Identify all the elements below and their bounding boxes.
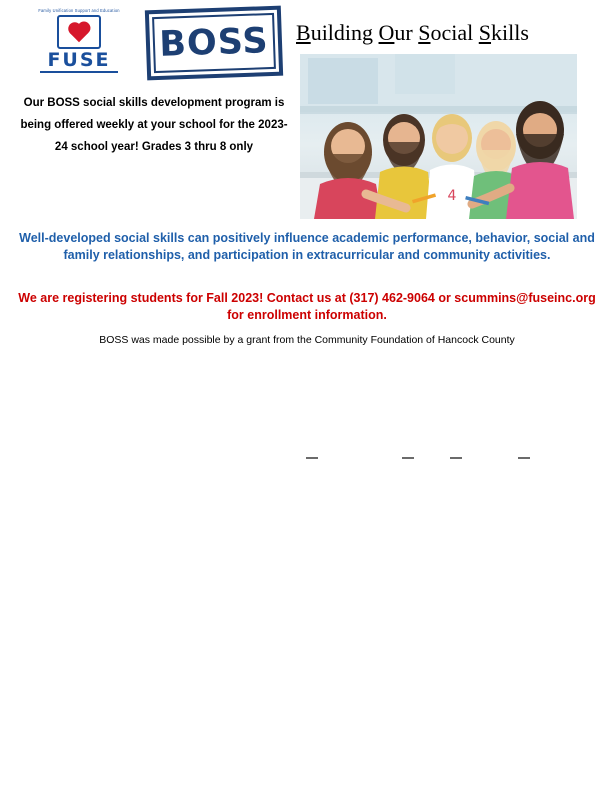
stray-dash-mark bbox=[402, 457, 414, 459]
title-initial-s1: S bbox=[418, 20, 431, 45]
title-initial-o: O bbox=[378, 20, 395, 45]
boss-wordmark: BOSS bbox=[158, 21, 270, 65]
fuse-wordmark: FUSE bbox=[47, 49, 111, 71]
students-working-together-photo bbox=[300, 54, 577, 219]
fuse-logo-arc-text: Family Unification Support and Education bbox=[38, 7, 120, 14]
fuse-logo-frame bbox=[57, 15, 101, 49]
title-initial-b: B bbox=[296, 20, 311, 45]
stray-dash-mark bbox=[450, 457, 462, 459]
boss-logo bbox=[145, 6, 283, 81]
grant-credit-line: BOSS was made possible by a grant from the Community Foundation of Hancock County bbox=[99, 334, 515, 346]
page-title: Building Our Social Skills bbox=[296, 20, 529, 45]
stray-dash-mark bbox=[306, 457, 318, 459]
title-initial-s2: S bbox=[478, 20, 492, 45]
stray-dash-mark bbox=[518, 457, 530, 459]
svg-text:4: 4 bbox=[447, 188, 457, 204]
registration-paragraph: We are registering students for Fall 2023! Contact us at (317) 462-9064 or scummins@fuseinc.org for enrollment information. bbox=[18, 291, 596, 322]
fuse-logo bbox=[30, 8, 128, 74]
boss-logo-inner-border bbox=[152, 13, 276, 73]
benefits-paragraph: Well-developed social skills can positively influence academic performance, behavior, social and family relationships, and participation in extracurricular and community activities. bbox=[19, 231, 595, 262]
heart-icon bbox=[70, 23, 88, 41]
fuse-logo-rule bbox=[40, 71, 118, 73]
intro-paragraph: Our BOSS social skills development program is being offered weekly at your school for the 2023-24 school year! Grades 3 thru 8 only bbox=[20, 97, 288, 153]
